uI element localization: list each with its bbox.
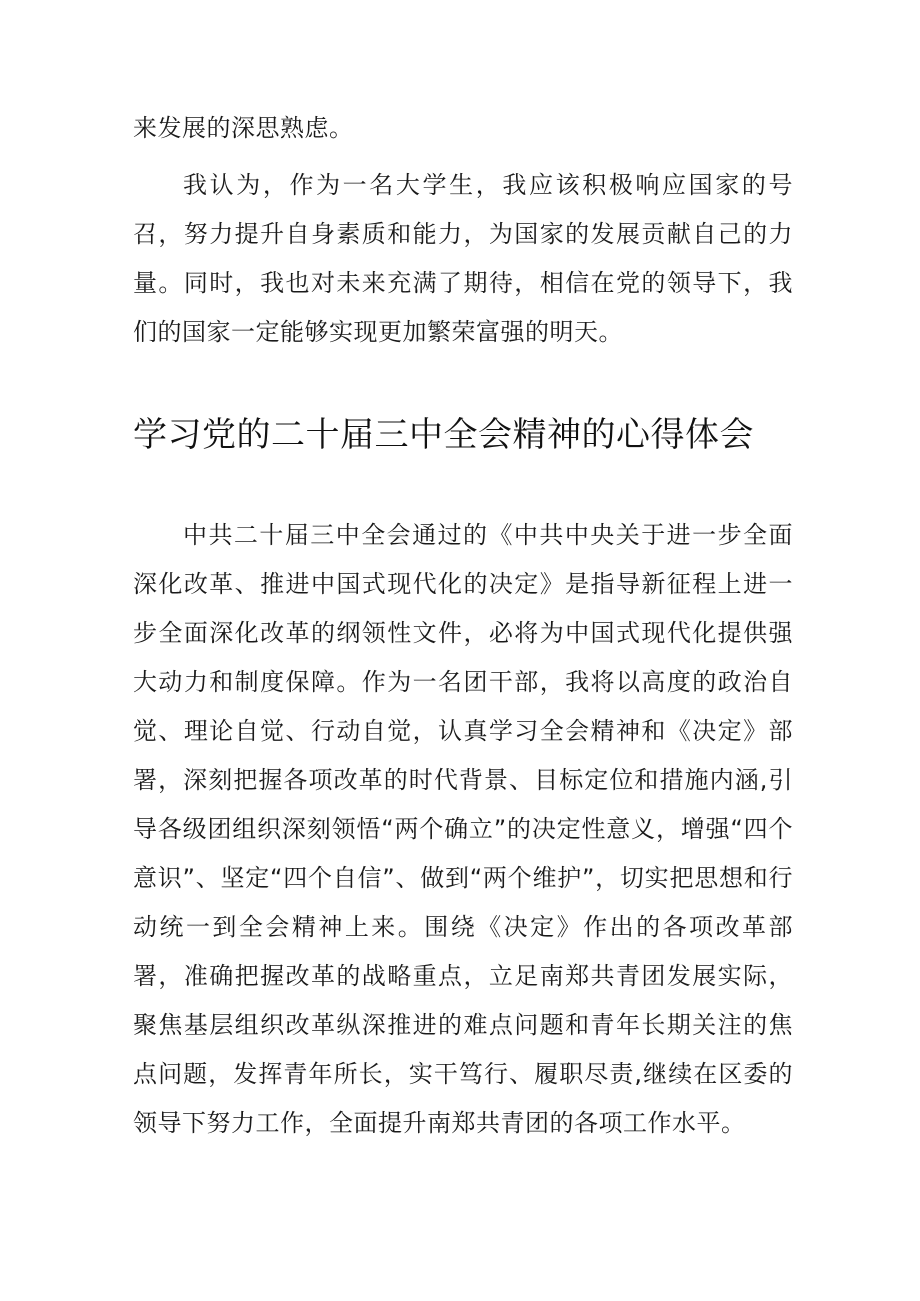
section-heading: 学习党的二十届三中全会精神的心得体会 [133,415,754,455]
paragraph-continuation: 来发展的深思熟虑。 [133,114,354,142]
paragraph-opinion: 我认为，作为一名大学生，我应该积极响应国家的号召，努力提升自身素质和能力，为国家的发展贡献自己的力量。同时，我也对未来充满了期待，相信在党的领导下，我们的国家一定能够实现更加繁荣富强的明天。 [133,171,793,346]
paragraph-main: 中共二十届三中全会通过的《中共中央关于进一步全面深化改革、推进中国式现代化的决定》是指导新征程上进一步全面深化改革的纲领性文件，必将为中国式现代化提供强大动力和制度保障。作为一名团干部，我将以高度的政治自觉、理论自觉、行动自觉，认真学习全会精神和《决定》部署，深刻把握各项改革的时代背景、目标定位和措施内涵,引导各级团组织深刻领悟“两个确立”的决定性意义，增强“四个意识”、坚定“四个自信”、做到“两个维护”，切实把思想和行动统一到全会精神上来。围绕《决定》作出的各项改革部署，准确把握改革的战略重点，立足南郑共青团发展实际，聚焦基层组织改革纵深推进的难点问题和青年长期关注的焦点问题，发挥青年所长，实干笃行、履职尽责,继续在区委的领导下努力工作，全面提升南郑共青团的各项工作水平。 [133,521,793,1137]
